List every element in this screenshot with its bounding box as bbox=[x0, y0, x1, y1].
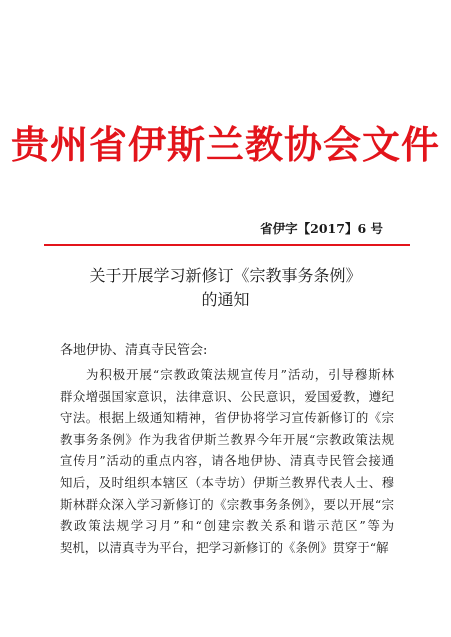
body-line: 守法。根据上级通知精神，省伊协将学习宣传新修订的《宗 bbox=[60, 410, 394, 426]
document-title-line-2: 的通知 bbox=[201, 290, 250, 309]
body-line: 斯林群众深入学习新修订的《宗教事务条例》，要以开展“宗 bbox=[60, 496, 394, 512]
body-paragraph bbox=[60, 364, 394, 558]
body-line: 教事务条例》作为我省伊斯兰教界今年开展“宗教政策法规 bbox=[60, 431, 394, 447]
body-line: 契机，以清真寺为平台，把学习新修订的《条例》贯穿于“解 bbox=[60, 539, 389, 555]
body-line: 教政策法规学习月”和“创建宗教关系和谐示范区”等为 bbox=[60, 518, 394, 534]
red-divider-line bbox=[44, 244, 410, 246]
salutation: 各地伊协、清真寺民管会: bbox=[60, 343, 208, 358]
body-line: 为积极开展“宗教政策法规宣传月”活动，引导穆斯林 bbox=[86, 367, 394, 382]
org-header-title: 贵州省伊斯兰教协会文件 bbox=[10, 122, 440, 167]
document-title bbox=[0, 264, 451, 312]
body-line: 宣传月”活动的重点内容，请各地伊协、清真寺民管会接通 bbox=[60, 453, 394, 469]
body-line: 群众增强国家意识，法律意识、公民意识，爱国爱教，遵纪 bbox=[60, 388, 394, 404]
document-title-line-1: 关于开展学习新修订《宗教事务条例》 bbox=[89, 266, 362, 285]
body-line: 知后，及时组织本辖区（本寺坊）伊斯兰教界代表人士、穆 bbox=[60, 474, 394, 490]
document-number: 省伊字【2017】6 号 bbox=[260, 221, 383, 236]
